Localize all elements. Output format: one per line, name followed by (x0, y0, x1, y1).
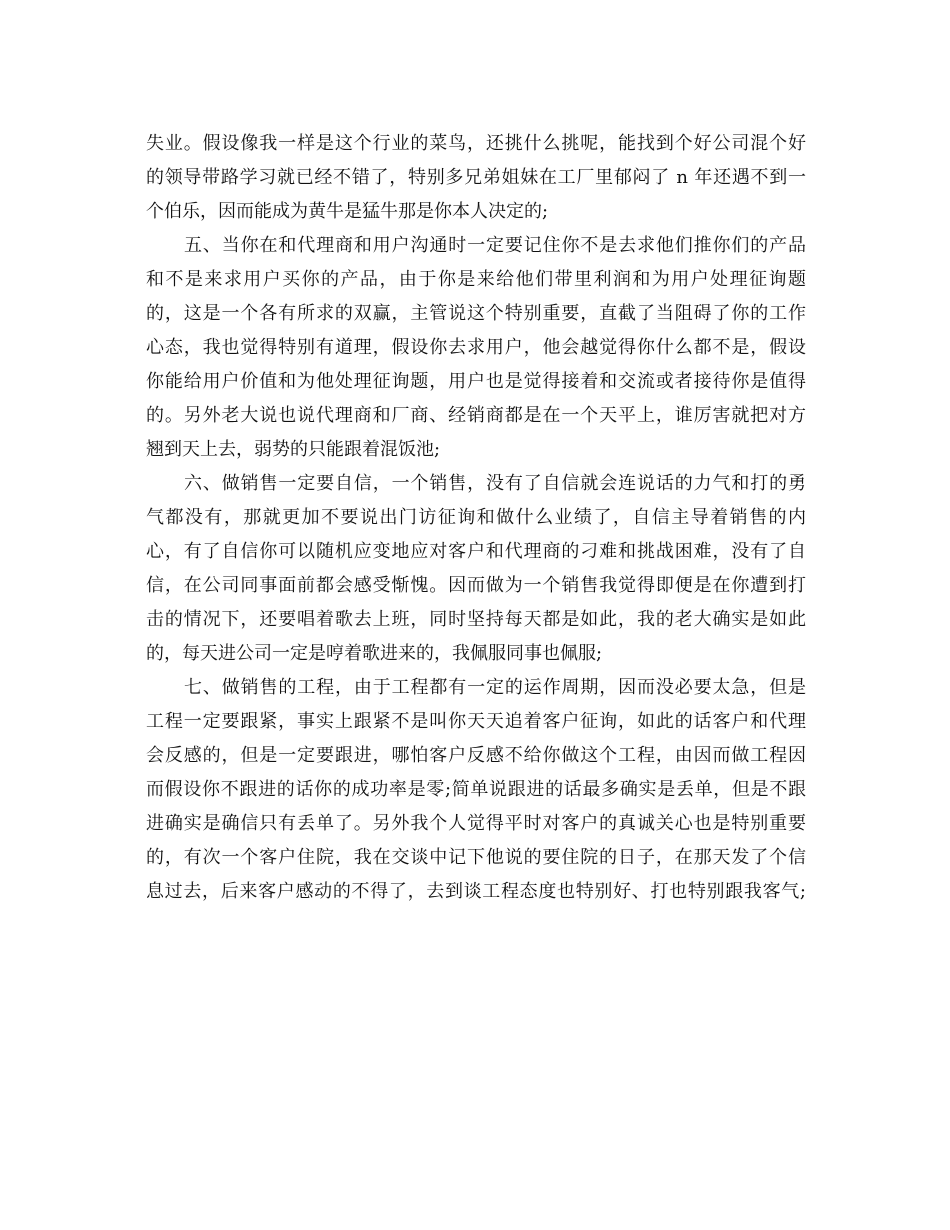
text-line: 五、当你在和代理商和用户沟通时一定要记住你不是去求他们推你们的产品 (184, 235, 806, 256)
text-line: 心，有了自信你可以随机应变地应对客户和代理商的刁难和挑战困难，没有了自 (146, 541, 806, 562)
text-line: 七、做销售的工程，由于工程都有一定的运作周期，因而没必要太急，但是 (184, 677, 806, 698)
paragraph-seven (146, 671, 806, 909)
document-body (146, 127, 806, 909)
text-line: 六、做销售一定要自信，一个销售，没有了自信就会连说话的力气和打的勇 (184, 473, 806, 494)
text-line: 信，在公司同事面前都会感受惭愧。因而做为一个销售我觉得即便是在你遭到打 (146, 575, 806, 596)
text-line: 而假设你不跟进的话你的成功率是零;简单说跟进的话最多确实是丢单，但是不跟 (146, 779, 806, 800)
text-line: 翘到天上去，弱势的只能跟着混饭池; (146, 439, 441, 460)
text-line: 会反感的，但是一定要跟进，哪怕客户反感不给你做这个工程，由因而做工程因 (146, 745, 806, 766)
text-line: 的，有次一个客户住院，我在交谈中记下他说的要住院的日子，在那天发了个信 (146, 847, 806, 868)
text-line: 息过去，后来客户感动的不得了，去到谈工程态度也特别好、打也特别跟我客气; (146, 881, 806, 902)
text-line: 你能给用户价值和为他处理征询题，用户也是觉得接着和交流或者接待你是值得 (146, 371, 806, 392)
paragraph-continued (146, 127, 806, 229)
text-line: 的领导带路学习就已经不错了，特别多兄弟姐妹在工厂里郁闷了 n 年还遇不到一 (146, 167, 806, 188)
text-line: 的，每天进公司一定是哼着歌进来的，我佩服同事也佩服; (146, 643, 603, 664)
paragraph-five (146, 229, 806, 467)
text-line: 气都没有，那就更加不要说出门访征询和做什么业绩了，自信主导着销售的内 (146, 507, 806, 528)
text-line: 失业。假设像我一样是这个行业的菜鸟，还挑什么挑呢，能找到个好公司混个好 (146, 133, 806, 154)
text-line: 心态，我也觉得特别有道理，假设你去求用户，他会越觉得你什么都不是，假设 (146, 337, 806, 358)
text-line: 工程一定要跟紧，事实上跟紧不是叫你天天追着客户征询，如此的话客户和代理 (146, 711, 806, 732)
text-line: 个伯乐，因而能成为黄牛是猛牛那是你本人决定的; (146, 201, 549, 222)
text-line: 的。另外老大说也说代理商和厂商、经销商都是在一个天平上，谁厉害就把对方 (146, 405, 806, 426)
text-line: 和不是来求用户买你的产品，由于你是来给他们带里利润和为用户处理征询题 (146, 269, 806, 290)
paragraph-six (146, 467, 806, 671)
text-line: 击的情况下，还要唱着歌去上班，同时坚持每天都是如此，我的老大确实是如此 (146, 609, 806, 630)
text-line: 的，这是一个各有所求的双赢，主管说这个特别重要，直截了当阻碍了你的工作 (146, 303, 806, 324)
text-line: 进确实是确信只有丢单了。另外我个人觉得平时对客户的真诚关心也是特别重要 (146, 813, 806, 834)
